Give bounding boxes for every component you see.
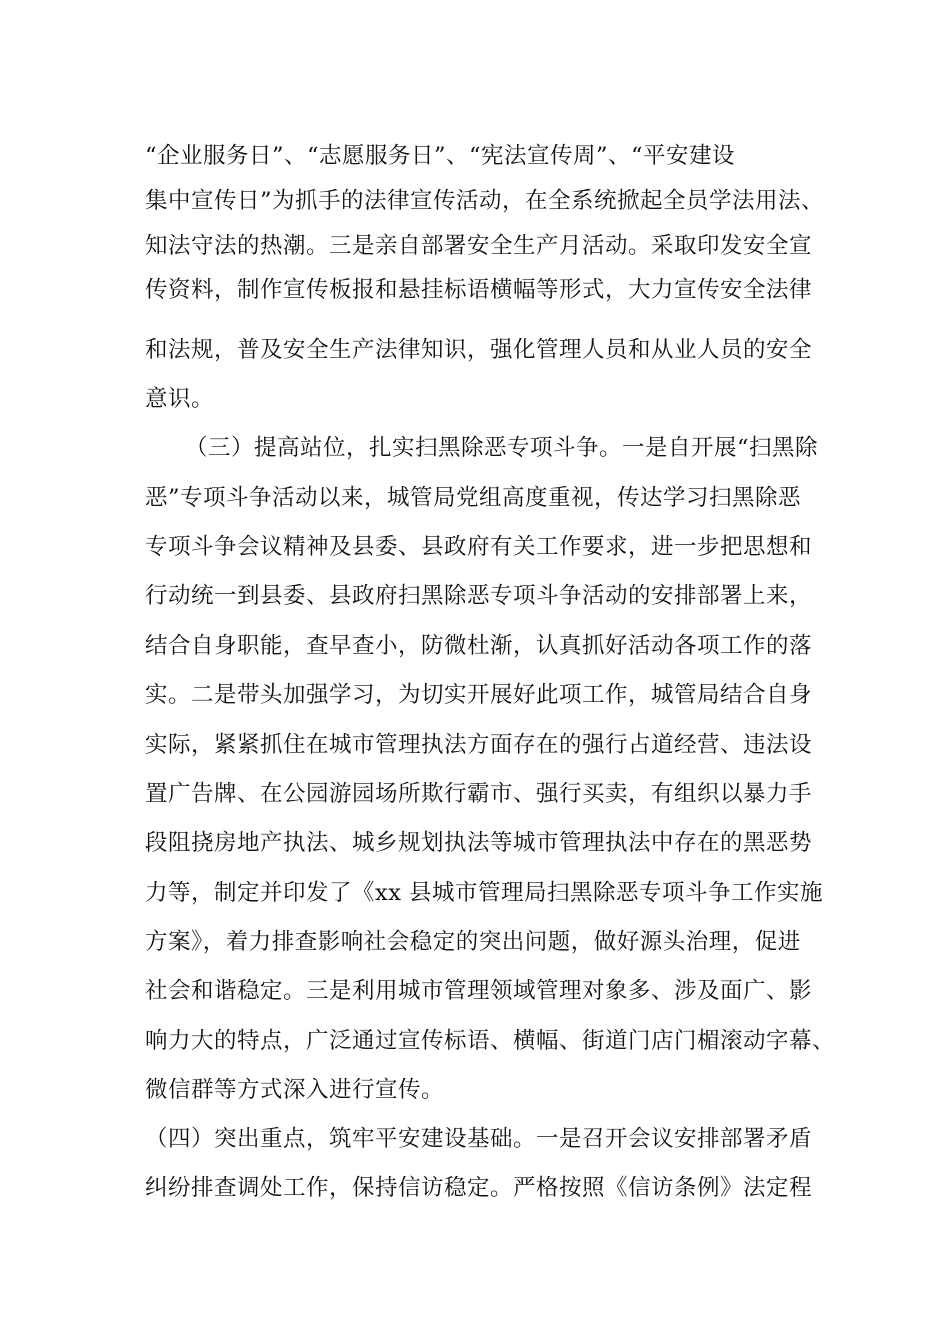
text-line: 段阻挠房地产执法、城乡规划执法等城市管理执法中存在的黑恶势 <box>145 830 813 856</box>
text-line: 置广告牌、在公园游园场所欺行霸市、强行买卖，有组织以暴力手 <box>145 781 813 807</box>
text-line: 社会和谐稳定。三是利用城市管理领域管理对象多、涉及面广、影 <box>145 978 813 1004</box>
text-line: 纠纷排查调处工作，保持信访稳定。严格按照《信访条例》法定程 <box>145 1175 813 1201</box>
text-line: 和法规，普及安全生产法律知识，强化管理人员和从业人员的安全 <box>145 337 813 363</box>
text-line: 响力大的特点，广泛通过宣传标语、横幅、街道门店门楣滚动字幕、 <box>145 1028 836 1054</box>
text-line: （四）突出重点，筑牢平安建设基础。一是召开会议安排部署矛盾 <box>145 1126 813 1152</box>
text-line: 实际，紧紧抓住在城市管理执法方面存在的强行占道经营、违法设 <box>145 732 813 758</box>
text-line: 实。二是带头加强学习，为切实开展好此项工作，城管局结合自身 <box>145 682 813 708</box>
text-line: 结合自身职能，查早查小，防微杜渐，认真抓好活动各项工作的落 <box>145 633 813 659</box>
text-line: “企业服务日”、“志愿服务日”、“宪法宣传周”、“平安建设 <box>145 143 736 169</box>
text-line: 集中宣传日”为抓手的法律宣传活动，在全系统掀起全员学法用法、 <box>145 188 825 214</box>
text-line: 方案》，着力排查影响社会稳定的突出问题，做好源头治理，促进 <box>145 929 801 955</box>
text-line: 传资料，制作宣传板报和悬挂标语横幅等形式，大力宣传安全法律 <box>145 277 813 303</box>
text-line: （三）提高站位，扎实扫黑除恶专项斗争。一是自开展“扫黑除 <box>185 435 819 461</box>
text-line: 微信群等方式深入进行宣传。 <box>145 1077 445 1103</box>
text-line: 专项斗争会议精神及县委、县政府有关工作要求，进一步把思想和 <box>145 534 813 560</box>
text-line: 恶”专项斗争活动以来，城管局党组高度重视，传达学习扫黑除恶 <box>145 485 802 511</box>
text-line: 力等，制定并印发了《xx 县城市管理局扫黑除恶专项斗争工作实施 <box>145 880 824 906</box>
text-line: 行动统一到县委、县政府扫黑除恶专项斗争活动的安排部署上来， <box>145 583 813 609</box>
text-line: 知法守法的热潮。三是亲自部署安全生产月活动。采取印发安全宣 <box>145 233 813 259</box>
text-line: 意识。 <box>145 386 215 412</box>
